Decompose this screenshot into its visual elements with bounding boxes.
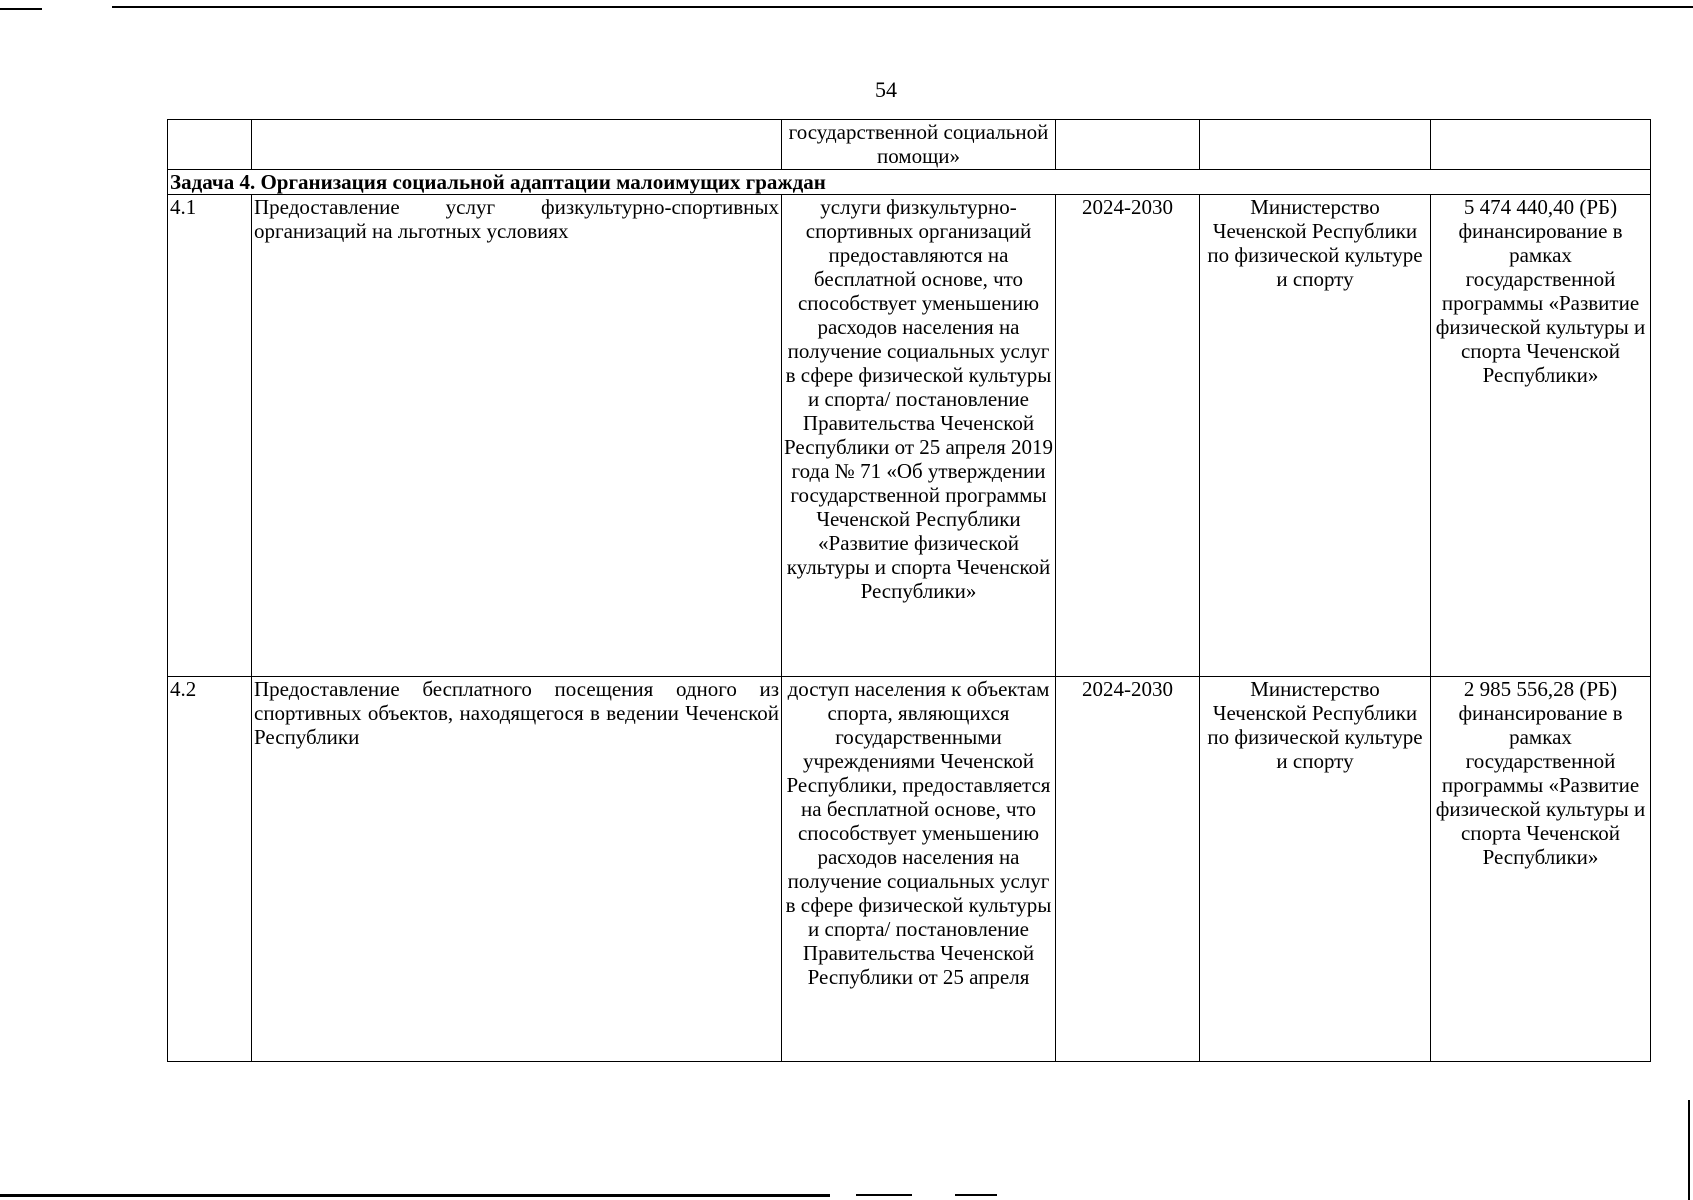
- responsible-executor: Министерство Чеченской Республики по физической культуре и спорту: [1200, 677, 1431, 1062]
- cell-result: государственной социальной помощи»: [782, 120, 1056, 170]
- implementation-period: 2024-2030: [1056, 677, 1200, 1062]
- row-number: 4.1: [168, 195, 252, 677]
- page-number: 54: [875, 77, 897, 102]
- scan-line-right-edge: [1688, 1100, 1690, 1200]
- cell-funding: [1431, 120, 1651, 170]
- activity-name: Предоставление услуг физкультурно-спортивных организаций на льготных условиях: [252, 195, 782, 677]
- table-row-continued: [168, 120, 1651, 170]
- scan-line-bottom-right: [955, 1194, 997, 1196]
- document-table: [167, 119, 1651, 1062]
- scan-line-bottom: [0, 1194, 830, 1197]
- expected-result: услуги физкультурно-спортивных организаций предоставляются на бесплатной основе, что способствует уменьшению расходов населения на получение социальных услуг в сфере физической культуры и спорта/ постановление Правительства Чеченской Республики от 25 апреля 2019 года № 71 «Об утверждении государственной программы Чеченской Республики «Развитие физической культуры и спорта Чеченской Республики»: [782, 195, 1056, 677]
- funding-amount: 2 985 556,28 (РБ) финансирование в рамках государственной программы «Развитие физической культуры и спорта Чеченской Республики»: [1431, 677, 1651, 1062]
- responsible-executor: Министерство Чеченской Республики по физической культуре и спорту: [1200, 195, 1431, 677]
- row-number: 4.2: [168, 677, 252, 1062]
- table-row: [168, 195, 1651, 677]
- expected-result: доступ населения к объектам спорта, являющихся государственными учреждениями Чеченской Республики, предоставляется на бесплатной основе, что способствует уменьшению расходов населения на получение социальных услуг в сфере физической культуры и спорта/ постановление Правительства Чеченской Республики от 25 апреля: [782, 677, 1056, 1062]
- cell-period: [1056, 120, 1200, 170]
- task-heading: Задача 4. Организация социальной адаптации малоимущих граждан: [168, 170, 1651, 195]
- table-row: [168, 677, 1651, 1062]
- cell-name: [252, 120, 782, 170]
- scan-line-top: [112, 6, 1693, 8]
- cell-executor: [1200, 120, 1431, 170]
- activity-name: Предоставление бесплатного посещения одного из спортивных объектов, находящегося в ведении Чеченской Республики: [252, 677, 782, 1062]
- funding-amount: 5 474 440,40 (РБ) финансирование в рамках государственной программы «Развитие физической культуры и спорта Чеченской Республики»: [1431, 195, 1651, 677]
- scan-line-bottom-mid: [856, 1194, 912, 1196]
- cell-num: [168, 120, 252, 170]
- task-heading-row: [168, 170, 1651, 195]
- scan-line-top-left: [0, 8, 42, 10]
- implementation-period: 2024-2030: [1056, 195, 1200, 677]
